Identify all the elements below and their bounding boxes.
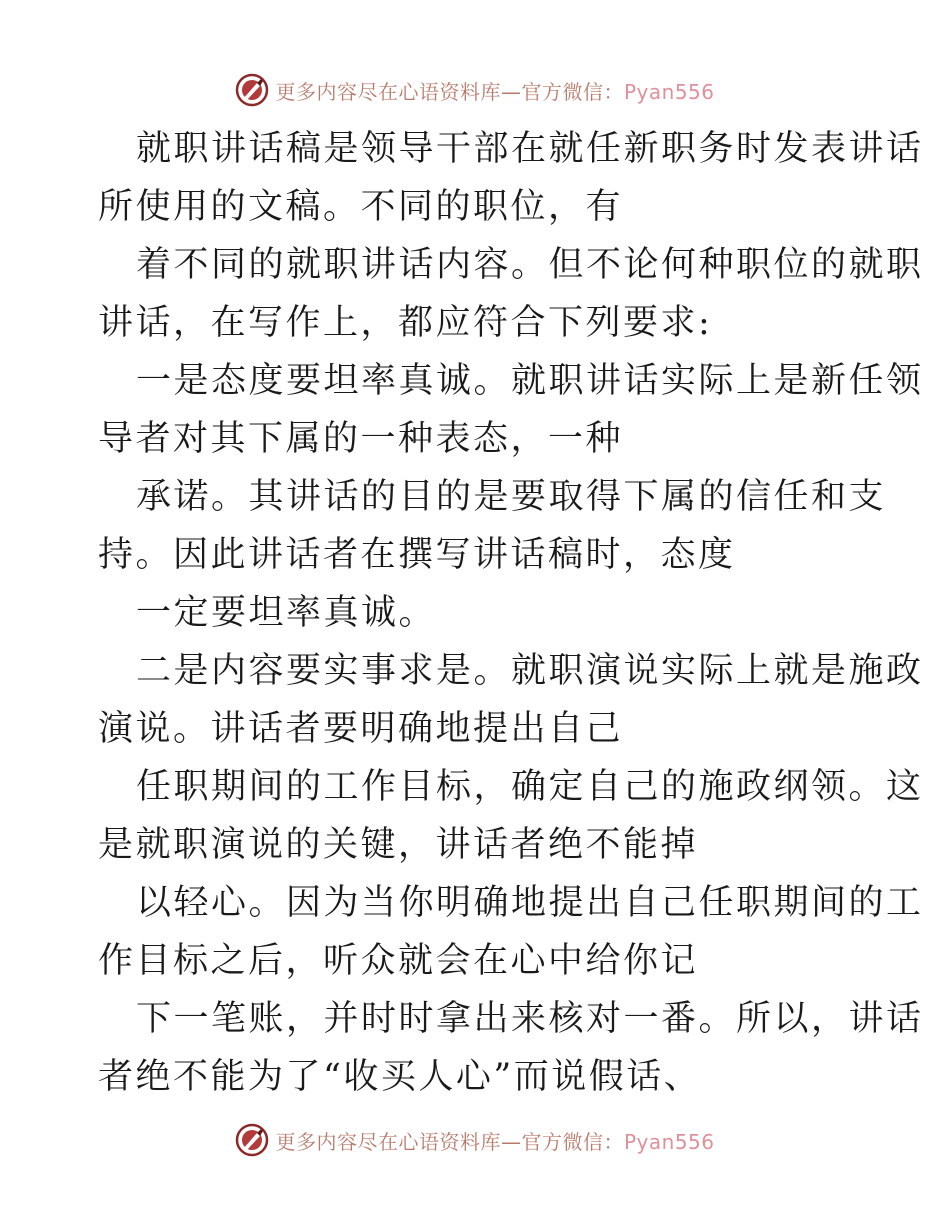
text-line: 所使用的文稿。不同的职位，有 xyxy=(98,187,624,227)
text-line: 讲话，在写作上，都应符合下列要求: xyxy=(98,303,713,343)
text-line: 者绝不能为了“收买人心”而说假话、 xyxy=(98,1057,702,1097)
pen-logo-icon xyxy=(235,1123,269,1157)
text-line: 是就职演说的关键，讲话者绝不能掉 xyxy=(98,825,699,865)
text-line: 二是内容要实事求是。就职演说实际上就是施政 xyxy=(136,651,924,691)
text-line: 持。因此讲话者在撰写讲话稿时，态度 xyxy=(98,535,736,575)
text-line: 就职讲话稿是领导干部在就任新职务时发表讲话 xyxy=(136,129,924,169)
text-line: 以轻心。因为当你明确地提出自己任职期间的工 xyxy=(136,883,924,923)
text-line: 作目标之后，听众就会在心中给你记 xyxy=(98,941,699,981)
text-line: 一是态度要坦率真诚。就职讲话实际上是新任领 xyxy=(136,361,924,401)
header-banner xyxy=(0,68,950,112)
text-line: 下一笔账，并时时拿出来核对一番。所以，讲话 xyxy=(136,999,924,1039)
document-body xyxy=(98,120,924,1106)
text-line: 任职期间的工作目标，确定自己的施政纲领。这 xyxy=(136,767,924,807)
text-line: 着不同的就职讲话内容。但不论何种职位的就职 xyxy=(136,245,924,285)
pen-logo-icon xyxy=(235,73,269,107)
wechat-id: Pyan556 xyxy=(623,1129,715,1154)
header-banner-text: 更多内容尽在心语资料库—官方微信：Pyan556 xyxy=(275,79,715,104)
text-line: 导者对其下属的一种表态，一种 xyxy=(98,419,624,459)
footer-banner xyxy=(0,1118,950,1162)
text-line: 演说。讲话者要明确地提出自己 xyxy=(98,709,624,749)
text-line: 一定要坦率真诚。 xyxy=(136,593,437,633)
wechat-id: Pyan556 xyxy=(623,79,715,104)
text-line: 承诺。其讲话的目的是要取得下属的信任和支 xyxy=(136,477,887,517)
footer-banner-text: 更多内容尽在心语资料库—官方微信：Pyan556 xyxy=(275,1129,715,1154)
